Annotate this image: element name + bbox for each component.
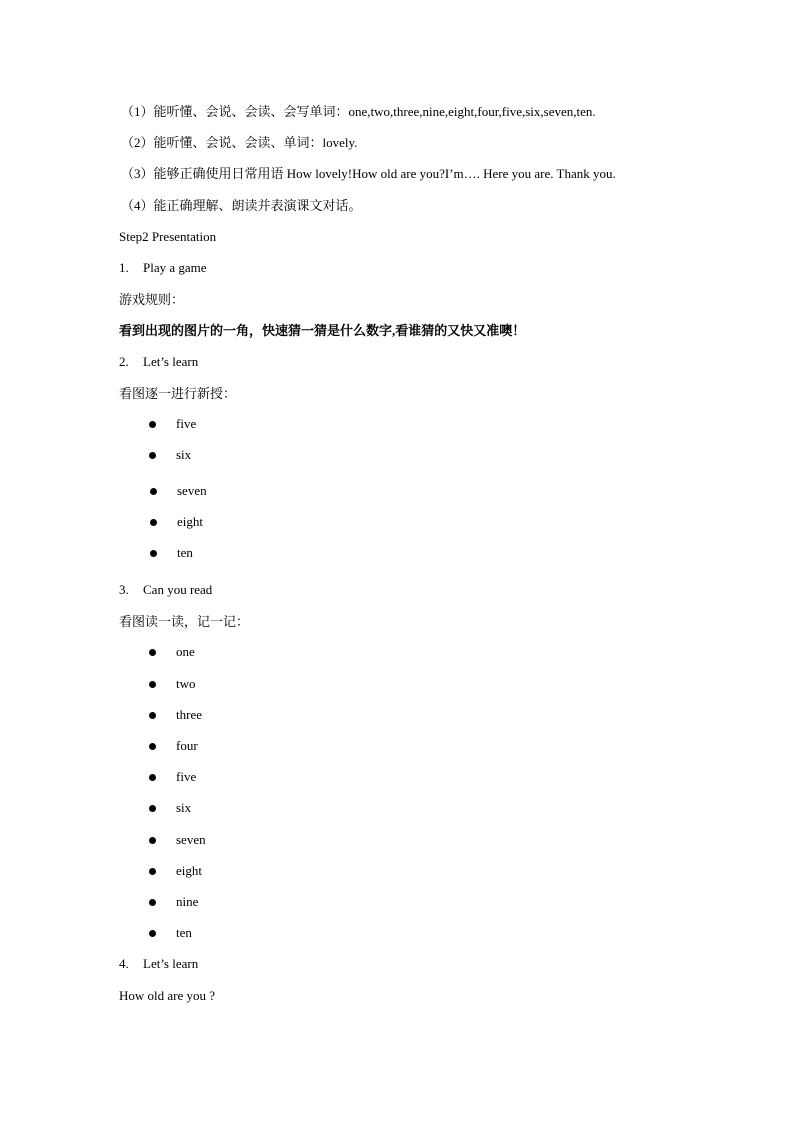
objective-2: （2）能听懂、会说、会读、单词：lovely. xyxy=(121,135,358,150)
section-3-number: 3. xyxy=(119,582,129,597)
list-item: eight xyxy=(149,863,202,879)
list-item: five xyxy=(149,769,196,785)
objective-4: （4）能正确理解、朗读并表演课文对话。 xyxy=(121,198,362,213)
section-3-intro: 看图读一读，记一记： xyxy=(119,614,250,629)
bullet-icon xyxy=(149,930,156,937)
section-2-heading xyxy=(119,354,198,370)
bullet-icon xyxy=(149,805,156,812)
bullet-icon xyxy=(149,774,156,781)
section-1-number: 1. xyxy=(119,260,129,275)
section-2-intro: 看图逐一进行新授： xyxy=(119,386,237,401)
list-item: six xyxy=(149,447,191,463)
game-rules-text: 看到出现的图片的一角，快速猜一猜是什么数字,看谁猜的又快又准噢！ xyxy=(119,323,526,338)
objective-1: （1）能听懂、会说、会读、会写单词：one,two,three,nine,eight,four,five,six,seven,ten. xyxy=(121,104,596,119)
list-item: ten xyxy=(149,925,192,941)
section-3-heading xyxy=(119,582,212,598)
list-item: five xyxy=(149,416,196,432)
bullet-icon xyxy=(150,550,157,557)
bullet-icon xyxy=(149,837,156,844)
list-item: four xyxy=(149,738,198,754)
section-1-title: Play a game xyxy=(143,260,207,275)
bullet-icon xyxy=(149,743,156,750)
bullet-icon xyxy=(149,899,156,906)
list-item: nine xyxy=(149,894,198,910)
bullet-icon xyxy=(150,488,157,495)
objective-3: （3）能够正确使用日常用语 How lovely!How old are you?I’m…. Here you are. Thank you. xyxy=(121,166,616,181)
section-3-title: Can you read xyxy=(143,582,213,597)
section-4-title: Let’s learn xyxy=(143,956,199,971)
step-heading: Step2 Presentation xyxy=(119,229,217,244)
bullet-icon xyxy=(149,868,156,875)
game-rules-label: 游戏规则： xyxy=(119,292,185,307)
section-4-heading xyxy=(119,956,198,972)
section-2-title: Let’s learn xyxy=(143,354,199,369)
list-item: two xyxy=(149,676,196,692)
list-item: ten xyxy=(149,545,193,561)
bullet-icon xyxy=(149,452,156,459)
list-item: eight xyxy=(149,514,203,530)
list-item: seven xyxy=(149,832,206,848)
section-2-number: 2. xyxy=(119,354,129,369)
bullet-icon xyxy=(149,681,156,688)
section-1-heading xyxy=(119,260,207,276)
bullet-icon xyxy=(149,421,156,428)
list-item: seven xyxy=(149,483,207,499)
section-4-number: 4. xyxy=(119,956,129,971)
list-item: six xyxy=(149,800,191,816)
bullet-icon xyxy=(149,712,156,719)
bullet-icon xyxy=(149,649,156,656)
list-item: three xyxy=(149,707,202,723)
list-item: one xyxy=(149,644,195,660)
section-4-question: How old are you ? xyxy=(119,988,216,1003)
bullet-icon xyxy=(150,519,157,526)
